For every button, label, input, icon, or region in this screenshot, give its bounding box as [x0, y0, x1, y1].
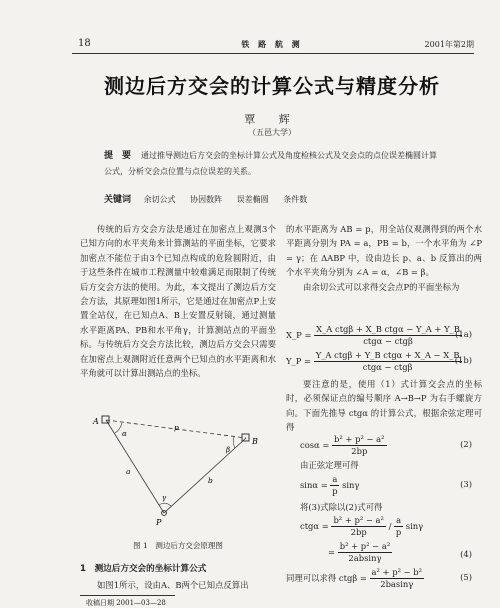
author-name: 覃 辉 [244, 113, 300, 126]
line-ap [106, 420, 164, 513]
right-paragraph-2: 由余切公式可以求得交会点P的平面坐标为 [303, 281, 460, 292]
label-b: B [252, 437, 258, 446]
fraction-denominator: 2basinγ [380, 579, 414, 589]
equation-fraction [338, 541, 392, 564]
figure-caption: 图 1 测边后方交会原理图 [133, 541, 223, 550]
running-header [70, 38, 474, 52]
equation-lhs: ctgα = [300, 521, 329, 531]
equation-lhs: cosα = [300, 440, 330, 450]
paper-title: 测边后方交会的计算公式与精度分析 [104, 74, 440, 98]
equation-lhs: sinα = [300, 480, 328, 490]
keywords [104, 192, 442, 205]
label-side-a: a [126, 467, 131, 476]
equation-tail: sinγ [342, 480, 360, 490]
left-column [80, 222, 276, 380]
abstract [104, 148, 442, 179]
fraction-numerator: b² + p² − a² [333, 515, 384, 525]
fraction-numerator: a [396, 515, 402, 525]
angle-alpha-arc [115, 423, 122, 433]
equation-5 [286, 567, 482, 590]
equation-fraction [394, 515, 403, 538]
fraction-numerator: b² + p² − a² [334, 434, 385, 444]
fraction-numerator: X_A ctgβ + X_B ctgα − Y_A + Y_B [316, 324, 460, 334]
right-paragraph-3: 要注意的是，使用（1）式计算交会点的坐标时，必须保证点的编号顺序 A→B→P 为右手螺旋方向。下面先推导 ctgα 的计算公式，根据余弦定理可得 [286, 379, 482, 433]
label-alpha: α [122, 430, 127, 438]
fraction-numerator: a² + p² − b² [371, 567, 423, 577]
equation-4b: = $\frac{\text{b² + p² − a²}}{2absin\gamma}$ (4) [328, 541, 472, 563]
equation-1b [286, 350, 482, 373]
keyword-item: 协因数阵 [190, 195, 223, 204]
right-paragraph-4: 由正弦定理可得 [300, 460, 359, 470]
received-date: 收稿日期 2001—03—28 [86, 599, 166, 607]
label-a: A [93, 417, 99, 426]
angle-beta-arc [233, 437, 235, 448]
abstract-label: 提 要 [104, 151, 132, 161]
keywords-label: 关键词 [104, 195, 132, 205]
header-rule [72, 53, 474, 54]
equation-lhs: X_P = [286, 330, 312, 340]
label-beta: β [226, 446, 231, 454]
fraction-denominator: 2bp [350, 527, 367, 537]
equation-1a [286, 324, 482, 347]
journal-name: 铁 路 航 测 [241, 39, 303, 49]
page-number: 18 [78, 38, 91, 49]
right-paragraph-1: 的水平距离为 AB = p，用全站仪观测得到的两个水平距离分别为 PA = a，PB = b，一个水平角为 ∠P = γ；在 ΔABP 中，设由边长 p、a、b 反算出的两个水平夹角分别为 ∠A = α，∠B = β。 [286, 224, 482, 278]
fraction-denominator: ctgα − ctgβ [362, 362, 413, 372]
equation-fraction [332, 434, 386, 457]
fraction-denominator: 2absinγ [348, 553, 382, 563]
equation-number: (2) [460, 439, 472, 449]
footnote-rule [80, 595, 175, 596]
issue-label: 2001年第2期 [424, 40, 474, 49]
fraction-denominator: p [395, 527, 402, 537]
right-paragraph-5: 将(3)式除以(2)式可得 [300, 502, 383, 512]
equation-lhs: Y_P = [286, 356, 312, 366]
equation-lhs: 同理可以求得 ctgβ = [286, 573, 367, 583]
figure-resection-diagram [86, 408, 271, 528]
fraction-denominator: p [332, 486, 338, 496]
keyword-item: 条件数 [283, 195, 308, 204]
equation-number: (1b) [454, 355, 472, 365]
keyword-item: 误差椭圆 [236, 195, 269, 204]
right-column [286, 222, 482, 294]
label-p: P [156, 518, 162, 527]
fraction-numerator: Y_A ctgβ + Y_B ctgα + X_A − X_B [315, 350, 460, 360]
intro-paragraph: 传统的后方交会方法是通过在加密点上观测3个已知方向的水平夹角来计算测站的平面坐标，它要求加密点不能位于由3个已知点构成的危险圆附近，由于这些条件在城市工程测量中较难满足而限制了传统后方交会方法的使用。为此，本文提出了测边后方交会方法，其原理如图1所示，它是通过在加密点P上安置全站仪，在已知点A、B上安置反射镜，通过测量水平距离PA、PB和水平角γ，计算测站点的平面坐标。与传统后方交会方法比较，测边后方交会只需要在加密点上观测附近任意两个已知点的水平距离和水平角就可以计算出测站点的坐标。 [80, 224, 276, 379]
equation-number: (4) [460, 549, 472, 559]
keyword-item: 余切公式 [143, 195, 176, 204]
point-a-marker [102, 416, 109, 423]
equation-fraction [314, 350, 462, 373]
fraction-denominator: ctgα − ctgβ [363, 336, 413, 346]
label-gamma: γ [162, 494, 167, 502]
fraction-numerator: b² + p² − a² [339, 541, 391, 551]
fraction-numerator: a [332, 474, 338, 484]
equation-2 [300, 434, 496, 457]
equation-fraction [330, 474, 339, 497]
equation-fraction [370, 567, 424, 590]
point-b-marker [242, 434, 249, 441]
section-text: 如图1所示，设由A、B两个已知点反算出 [97, 580, 249, 590]
line-bp [164, 438, 246, 513]
equation-fraction [331, 515, 385, 538]
abstract-text: 通过推导测边后方交会的坐标计算公式及角度检核公式及交会点的点位误差椭圆计算公式，分析交会点位置与点位误差的关系。 [104, 151, 438, 176]
equation-number: (5) [460, 572, 472, 582]
section-heading: 1 测边后方交会的坐标计算公式 [80, 564, 207, 574]
equation-3 [300, 474, 496, 497]
equation-number: (1a) [455, 329, 472, 339]
label-side-p: p [174, 423, 179, 432]
affiliation: （五邑大学） [248, 128, 296, 137]
equation-fraction [314, 324, 462, 347]
label-side-b: b [208, 476, 213, 485]
equation-number: (3) [460, 479, 472, 489]
fraction-denominator: 2bp [351, 446, 368, 456]
angle-gamma-arc [159, 503, 171, 506]
equation-4: ctgα = $\frac{\text{b² + p² − a²}}{2bp}$ / $\frac{a}{p}$ sinγ [300, 515, 424, 537]
equation-tail: sinγ [405, 521, 424, 531]
